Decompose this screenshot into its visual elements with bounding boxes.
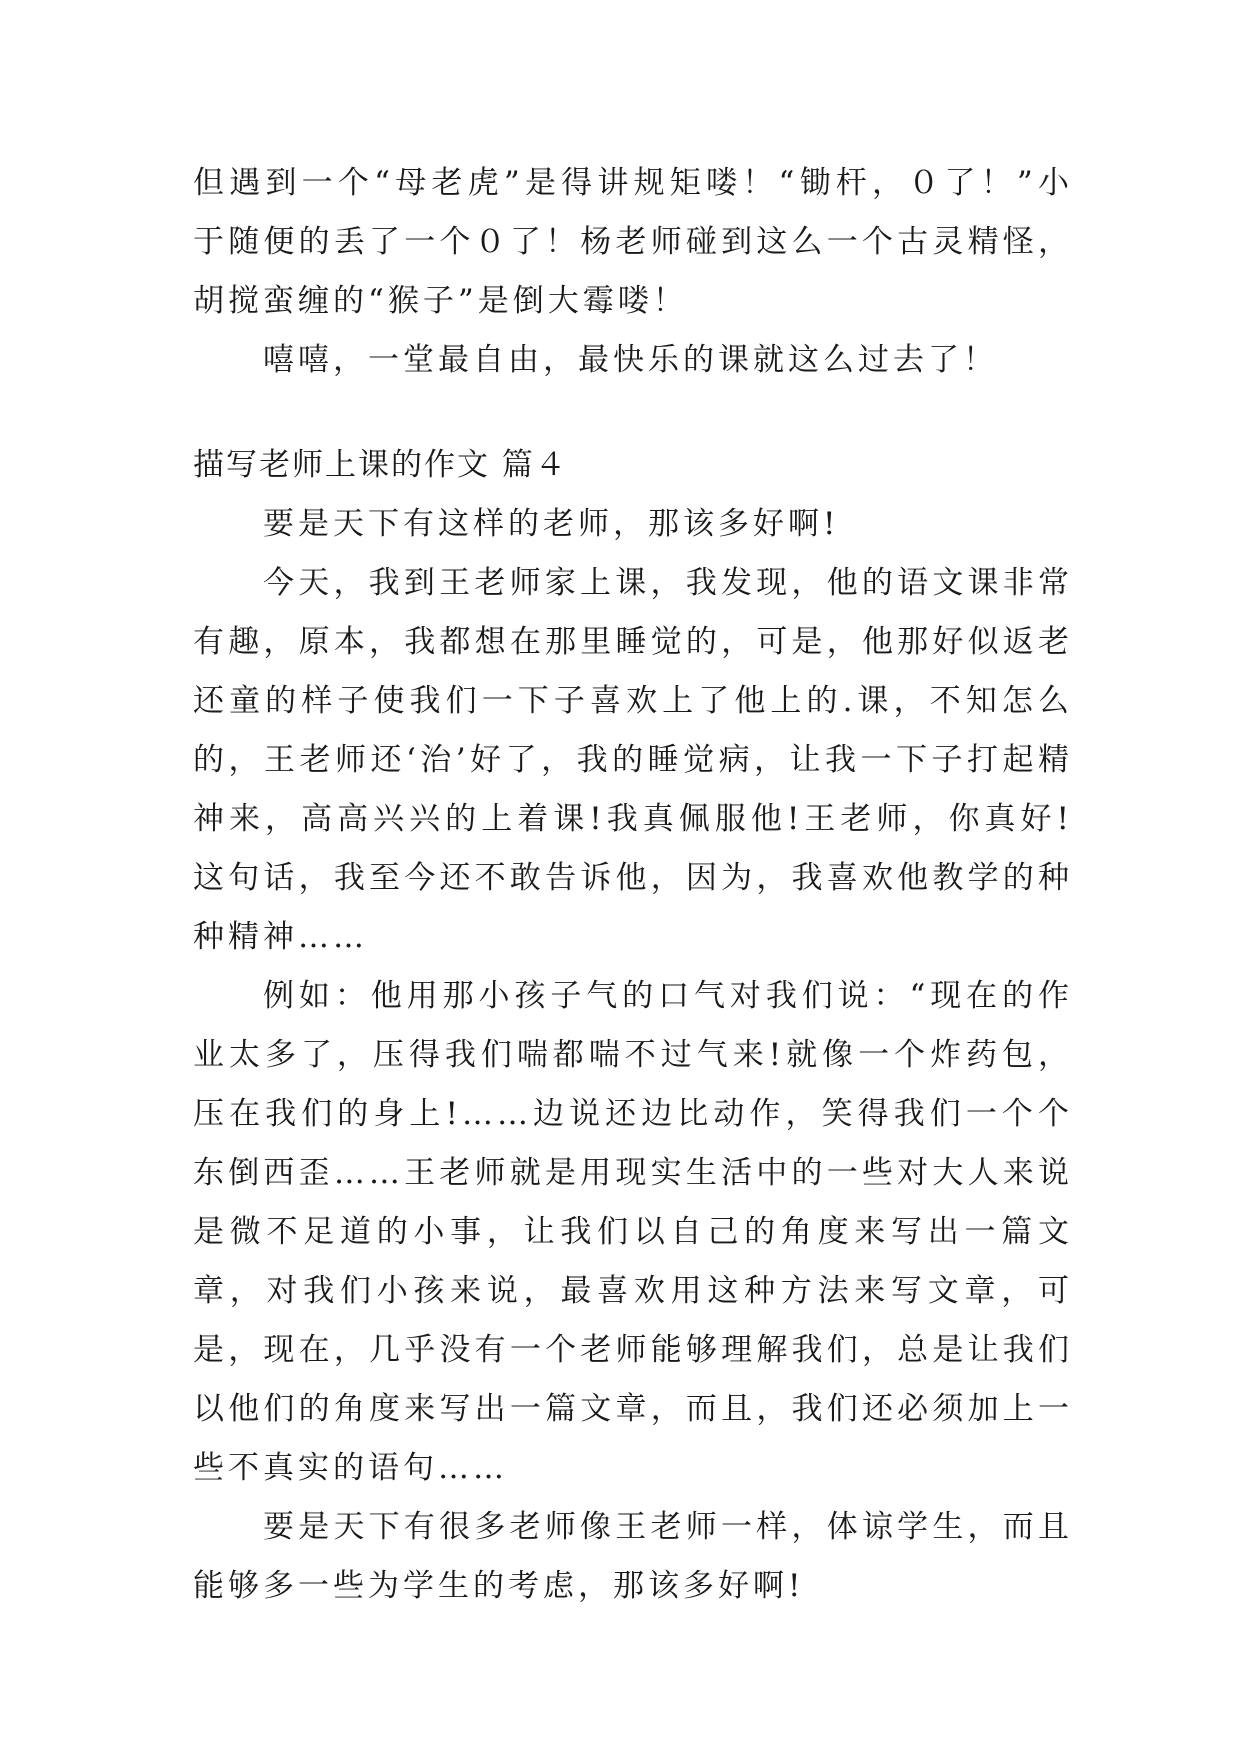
continuation-paragraph: 但遇到一个“母老虎”是得讲规矩喽！“锄杆，０了！”小于随便的丢了一个０了！杨老师碰到这么一个古灵精怪，胡搅蛮缠的“猴子”是倒大霉喽！ (193, 165, 1073, 319)
paragraph-2: 今天，我到王老师家上课，我发现，他的语文课非常有趣，原本，我都想在那里睡觉的，可是，他那好似返老还童的样子使我们一下子喜欢上了他上的.课，不知怎么的，王老师还‘治’好了，我的睡觉病，让我一下子打起精神来，高高兴兴的上着课!我真佩服他!王老师，你真好!这句话，我至今还不敢告诉他，因为，我喜欢他教学的种种精神…… (193, 565, 1073, 955)
section-title: 描写老师上课的作文 篇４ (193, 447, 568, 483)
paragraph-1: 要是天下有这样的老师，那该多好啊! (263, 506, 840, 542)
paragraph-3: 例如：他用那小孩子气的口气对我们说：“现在的作业太多了，压得我们喘都喘不过气来!就像一个炸药包，压在我们的身上!……边说还边比动作，笑得我们一个个东倒西歪……王老师就是用现实生活中的一些对大人来说是微不足道的小事，让我们以自己的角度来写出一篇文章，对我们小孩来说，最喜欢用这种方法来写文章，可是，现在，几乎没有一个老师能够理解我们，总是让我们以他们的角度来写出一篇文章，而且，我们还必须加上一些不真实的语句…… (193, 978, 1073, 1486)
closing-paragraph: 嘻嘻，一堂最自由，最快乐的课就这么过去了！ (263, 342, 998, 378)
document-body (193, 154, 1073, 1616)
paragraph-4: 要是天下有很多老师像王老师一样，体谅学生，而且能够多一些为学生的考虑，那该多好啊! (193, 1509, 1073, 1604)
